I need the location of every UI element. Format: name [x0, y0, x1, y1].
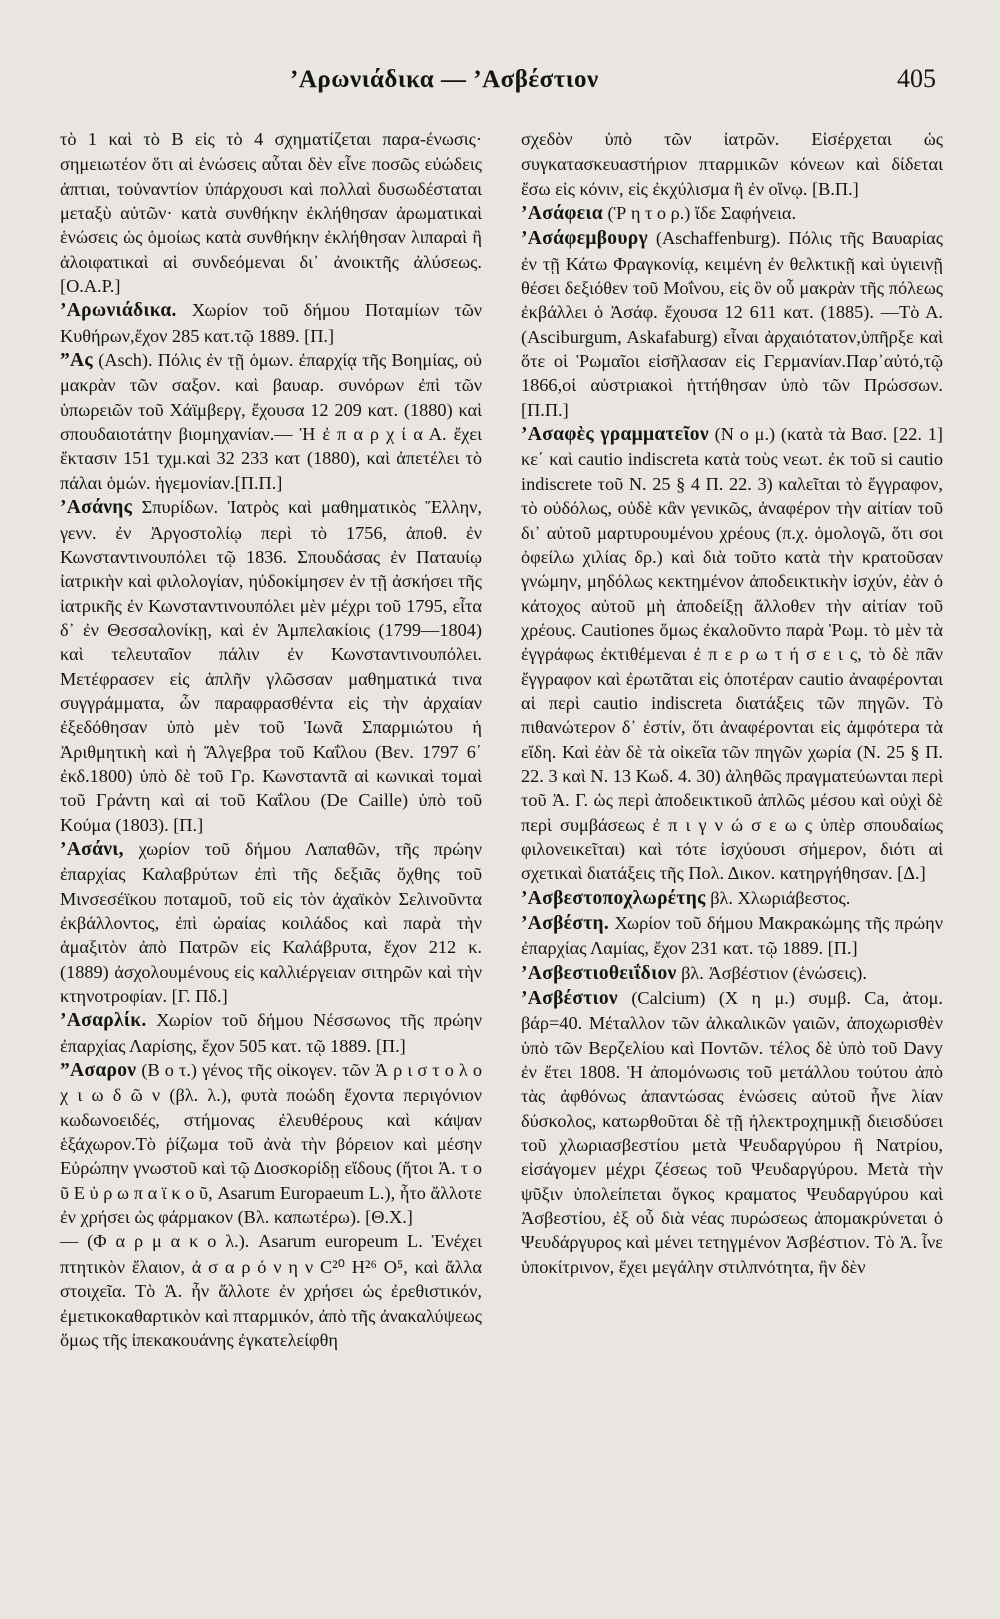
entry-text: (Ν ο μ.) (κατὰ τὰ Βασ. [22. 1] κε΄ καὶ cautio indiscreta κατὰ τοὺς νεωτ. ἐκ τοῦ si cautio indiscrete τοῦ Ν. 25 § 4 Π. 22. 3) καλεῖται τὸ ἔγγραφον, τὸ οὐδόλως, οὐδὲ κἂν γενικῶς, ἀναφέρον τὴν αἰτίαν τοῦ δι᾽ αὐτοῦ μαρτυρουμένου χρέους (π.χ. ὁμολογῶ, ὅτι σοι ὀφείλω χιλίας δρ.) καὶ διὰ τοῦτο κατὰ τὴν κρατοῦσαν γνώμην, μηδόλως κεκτημένον ἀποδεικτικὴν ἰσχύν, ἐὰν ὁ κάτοχος αὐτοῦ μὴ ἀποδείξῃ ἄλλοθεν τὴν αἰτίαν τοῦ χρέους. Cautiones ὅμως ἐκαλοῦντο παρὰ Ῥωμ. τὸ μὲν τὰ ἐγγράφως ἐκτιθέμεναι ἐ π ε ρ ω τ ή σ ε ι ς, τὸ δὲ πᾶν ἔγγραφον καὶ ἐρωτᾶται εἰς ὁποτέραν cautio ἀναφέρονται αἱ περὶ cautio indiscreta διατάξεις τῶν πηγῶν. Τὸ πιθανώτερον δ᾽ ἐστίν, ὅτι ἀναφέρονται εἰς ἀμφότερα τὰ εἴδη. Καὶ ἐὰν δὲ τὰ οἰκεῖα τῶν πηγῶν χωρία (Ν. 25 § Π. 22. 3 καὶ Ν. 13 Κωδ. 4. 30) ἀληθῶς πραγματεύωνται περὶ τοῦ Ἀ. Γ. ὡς περὶ ἀποδεικτικοῦ ἁπλῶς μέσου καὶ οὐχὶ δὲ περὶ συμβάσεως ἐ π ι γ ν ώ σ ε ω ς ὑπὲρ σπουδαίως φιλονεικεῖται) καὶ τότε ἰσχύουσι σήμερον, διότι αἱ σχετικαὶ διατάξεις τῆς Πολ. Δικον. κατηργήθησαν. [Δ.]	[521, 424, 943, 884]
entry-text: (Ῥ η τ ο ρ.) ἴδε Σαφήνεια.	[607, 203, 797, 224]
entry-text: σχεδὸν ὑπὸ τῶν ἰατρῶν. Εἰσέρχεται ὡς συγκατασκευαστήριον πταρμικῶν κόνεων καὶ δίδεται ἔσω εἰς κόνιν, εἰς ἐκχύλισμα ἢ ἐν οἴνῳ. [Β.Π.]	[521, 129, 943, 199]
entry-text: (Β ο τ.) γένος τῆς οἰκογεν. τῶν Ἀ ρ ι σ τ ο λ ο χ ι ω δ ῶ ν (βλ. λ.), φυτὰ ποώδη ἔχοντα περιγόνιον κωδωνοειδές, στήμονας ἐλευθέρους καὶ κάψαν ἑξάχωρον.Τὸ ῥίζωμα τοῦ ἀνὰ τὴν βόρειον καὶ μέσην Εὐρώπην γνωστοῦ καὶ τῷ Διοσκορίδῃ εἴδους (ἤτοι Ἀ. τ ο ῦ Ε ὐ ρ ω π α ϊ κ ο ῦ, Asarum Europaeum L.), ἦτο ἄλλοτε ἐν χρήσει ὡς φάρμακον (Βλ. καπωτέρω). [Θ.Χ.]	[60, 1060, 482, 1228]
dictionary-entry	[521, 422, 943, 886]
entry-text: βλ. Ἀσβέστιον (ἑνώσεις).	[681, 962, 867, 983]
entry-headword: ’Ασαρλίκ.	[60, 1010, 147, 1032]
dictionary-entry	[60, 837, 482, 1008]
dictionary-entry	[521, 911, 943, 961]
entry-headword: ’Ασβεστοποχλωρέτης	[521, 887, 706, 909]
entry-headword: ”Ασαρον	[60, 1060, 137, 1082]
dictionary-entry	[60, 1058, 482, 1229]
dictionary-entry	[521, 986, 943, 1279]
dictionary-entry	[60, 348, 482, 495]
entry-text: Σπυρίδων. Ἰατρὸς καὶ μαθηματικὸς Ἕλλην, γενν. ἐν Ἀργοστολίῳ περὶ τὸ 1756, ἀποθ. ἐν Κωνσταντινουπόλει τῷ 1836. Σπουδάσας ἐν Παταυίῳ ἰατρικὴν καὶ φιλολογίαν, ηὐδοκίμησεν ἐν τῇ ἀσκήσει τῆς ἰατρικῆς ἐν Κωνσταντινουπόλει μὲν μέχρι τοῦ 1795, εἶτα δ᾽ ἐν Θεσσαλονίκῃ, καὶ ἐν Ἀμπελακίοις (1799—1804) καὶ τελευταῖον πάλιν ἐν Κωνσταντινουπόλει. Μετέφρασεν εἰς ἁπλῆν γλῶσσαν μαθηματικά τινα συγγράμματα, ὧν παραφρασθέντα εἰς τὴν ἀρχαίαν ἐξεδόθησαν ὑπὸ μὲν τοῦ Ἰωνᾶ Σπαρμιώτου ἡ Ἀριθμητικὴ καὶ ἡ Ἄλγεβρα τοῦ Καΐλου (Βεν. 1797 6΄ ἐκδ.1800) ὑπὸ δὲ τοῦ Γρ. Κωνσταντᾶ αἱ κωνικαὶ τομαὶ τοῦ Γράντη καὶ αἱ τοῦ Καΐλου (De Caille) ὑπὸ τοῦ Κούμα (1803). [Π.]	[60, 497, 482, 835]
dictionary-entry	[60, 127, 482, 298]
entry-headword: ’Ασβέστιον	[521, 988, 618, 1010]
entry-headword: ’Ασαφὲς γραμματεῖον	[521, 424, 709, 446]
entry-headword: ’Ασάφεια	[521, 203, 603, 225]
left-column	[60, 127, 482, 1352]
entry-text: Χωρίον τοῦ δήμου Μακρακώμης τῆς πρώην ἐπαρχίας Λαμίας, ἔχον 231 κατ. τῷ 1889. [Π.]	[521, 913, 943, 959]
running-title: ’Αρωνιάδικα — ’Ασβέστιον	[290, 66, 599, 93]
entry-headword: ”Ας	[60, 350, 93, 372]
running-head	[0, 62, 1000, 102]
entry-text: βλ. Χλωριάβεστος.	[710, 887, 851, 908]
page-number: 405	[897, 64, 936, 93]
entry-text: Χωρίον τοῦ δήμου Νέσσωνος τῆς πρώην ἐπαρχίας Λαρίσης, ἔχον 505 κατ. τῷ 1889. [Π.]	[60, 1010, 482, 1056]
entry-headword: ’Αρωνιάδικα.	[60, 300, 177, 322]
dictionary-entry	[521, 886, 943, 911]
entry-headword: ’Ασβεστιοθειΐδιον	[521, 962, 677, 984]
dictionary-entry	[521, 226, 943, 422]
entry-text: τὸ 1 καὶ τὸ B εἰς τὸ 4 σχηματίζεται παρα-ένωσις· σημειωτέον ὅτι αἱ ἑνώσεις αὗται δὲν εἶνε ποσῶς εὐώδεις ἀπτιαι, τοὐναντίον ὑπάρχουσι καὶ πολλαὶ δυσωδέσταται μεταξὺ αὐτῶν· κατὰ συνθήκην ἐκλήθησαν ἀρωματικαὶ ἑνώσεις ὡς ὁμοίως κατὰ συνθήκην ἐκλήθησαν λιπαραὶ ἢ ἀλοιφατικαὶ αἱ συνδεόμεναι δι᾽ ἀνοικτῆς ἀλύσεως. [Ο.Α.Ρ.]	[60, 129, 482, 297]
dictionary-entry	[521, 961, 943, 986]
dictionary-entry	[60, 298, 482, 348]
right-column	[521, 127, 943, 1279]
entry-headword: ’Ασάνης	[60, 497, 133, 519]
entry-headword: ’Ασβέστη.	[521, 913, 610, 934]
dictionary-entry	[60, 1008, 482, 1058]
entry-headword: ’Ασάνι,	[60, 838, 124, 860]
entry-text: (Asch). Πόλις ἐν τῇ ὁμων. ἐπαρχίᾳ τῆς Βοημίας, οὐ μακρὰν τῶν σαξον. καὶ βαυαρ. συνόρων ἐπὶ τῶν ὑπωρειῶν τοῦ Χάϊμβεργ, ἔχουσα 12 209 κατ. (1880) καὶ σπουδαιοτάτην βιομηχανίαν.— Ἡ ἐ π α ρ χ ί α Α. ἔχει ἔκτασιν 151 τχμ.καὶ 32 233 κατ (1880), καὶ ἀπετέλει τὸ πάλαι ὁμών. ἡγεμονίαν.[Π.Π.]	[60, 350, 482, 493]
entry-headword: ’Ασάφεμβουργ	[521, 228, 648, 250]
dictionary-entry	[60, 495, 482, 837]
entry-text: (Aschaffenburg). Πόλις τῆς Βαυαρίας ἐν τῇ Κάτω Φραγκονίᾳ, κειμένη ἐν θελκτικῇ καὶ ὑγιεινῇ θέσει δεξιόθεν τοῦ Μοΐνου, εἰς ὃν οὗ μακρὰν τῆς πόλεως ἐκβάλλει ὁ Ἀσάφ. ἔχουσα 12 611 κατ. (1885). —Τὸ Α. (Asciburgum, Askafaburg) εἶναι ἀρχαιότατον,ὑπῆρξε καὶ ὅτε οἱ Ῥωμαῖοι εἰσῆλασαν εἰς Γερμανίαν.Παρ᾽αὐτό,τῷ 1866,οἱ αὐστριακοὶ ἡττήθησαν ὑπὸ τῶν Πρώσσων. [Π.Π.]	[521, 228, 943, 420]
entry-text: (Calcium) (Χ η μ.) συμβ. Ca, ἀτομ. βάρ=40. Μέταλλον τῶν ἀλκαλικῶν γαιῶν, ἀποχωρισθὲν ὑπὸ τῶν Βερζελίου καὶ Ποντῶν. τέλος δὲ ὑπὸ τοῦ Davy ἐν ἔτει 1808. Ἡ ἀπομόνωσις τοῦ μετάλλου τούτου ἀπὸ τὰς ἀφθόνως ἀπαντώσας ἑνώσεις αὐτοῦ ἦνε λίαν δύσκολος, κατωρθοῦται δὲ τῇ ἠλεκτροχημικῇ διεισδύσει τοῦ χλωριασβεστίου μετὰ Ψευδαργύρου ἢ Νατρίου, εἰσάγομεν μέχρι ζέσεως τοῦ Ψευδαργύρου. Μετὰ τὴν ψῦξιν ὑπολείπεται ὄγκος κραματος Ψευδαργύρου καὶ Ἀσβεστίου, ἐξ οὗ διὰ νέας πυρώσεως ἀπομακρύνεται ὁ Ψευδάργυρος καὶ μένει τετηγμένον Ἀσβέστιον. Τὸ Ἀ. ἶνε ὑποκίτρινον, ἔχει μεγάλην στιλπνότητα, ἢν δὲν	[521, 988, 943, 1277]
dictionary-entry	[521, 127, 943, 201]
entry-text: — (Φ α ρ μ α κ ο λ.). Asarum europeum L. Ἐνέχει πτητικὸν ἔλαιον, ἀ σ α ρ ό ν η ν C²⁰ H²⁶ O⁵, καὶ ἄλλα στοιχεῖα. Τὸ Ἀ. ἦν ἄλλοτε ἐν χρήσει ὡς ἐρεθιστικόν, ἐμετικοκαθαρτικὸν καὶ πταρμικόν, ἀπὸ τῆς ἀνακαλύψεως ὅμως τῆς ἰπεκακουάνης ἐγκατελείφθη	[60, 1231, 482, 1350]
dictionary-entry	[521, 201, 943, 226]
dictionary-entry	[60, 1229, 482, 1352]
entry-text: Χωρίον τοῦ δήμου Ποταμίων τῶν Κυθήρων,ἔχον 285 κατ.τῷ 1889. [Π.]	[60, 300, 483, 346]
entry-text: χωρίον τοῦ δήμου Λαπαθῶν, τῆς πρώην ἐπαρχίας Καλαβρύτων ἐπὶ τῆς δεξιᾶς ὄχθης τοῦ Μινσεσέϊκου ποταμοῦ, τοῦ εἰς τὸν ἀχαϊκὸν Σελινοῦντα ἐκβάλλοντος, ἐπὶ ὡραίας κοιλάδος καὶ παρὰ τὴν ἁμαξιτὸν ἀπὸ Πατρῶν εἰς Καλάβρυτα, ἔχον 212 κ. (1889) ἀσχολουμένους εἰς καλλιέργειαν σιτηρῶν καὶ τὴν κτηνοτροφίαν. [Γ. Πδ.]	[60, 838, 482, 1007]
